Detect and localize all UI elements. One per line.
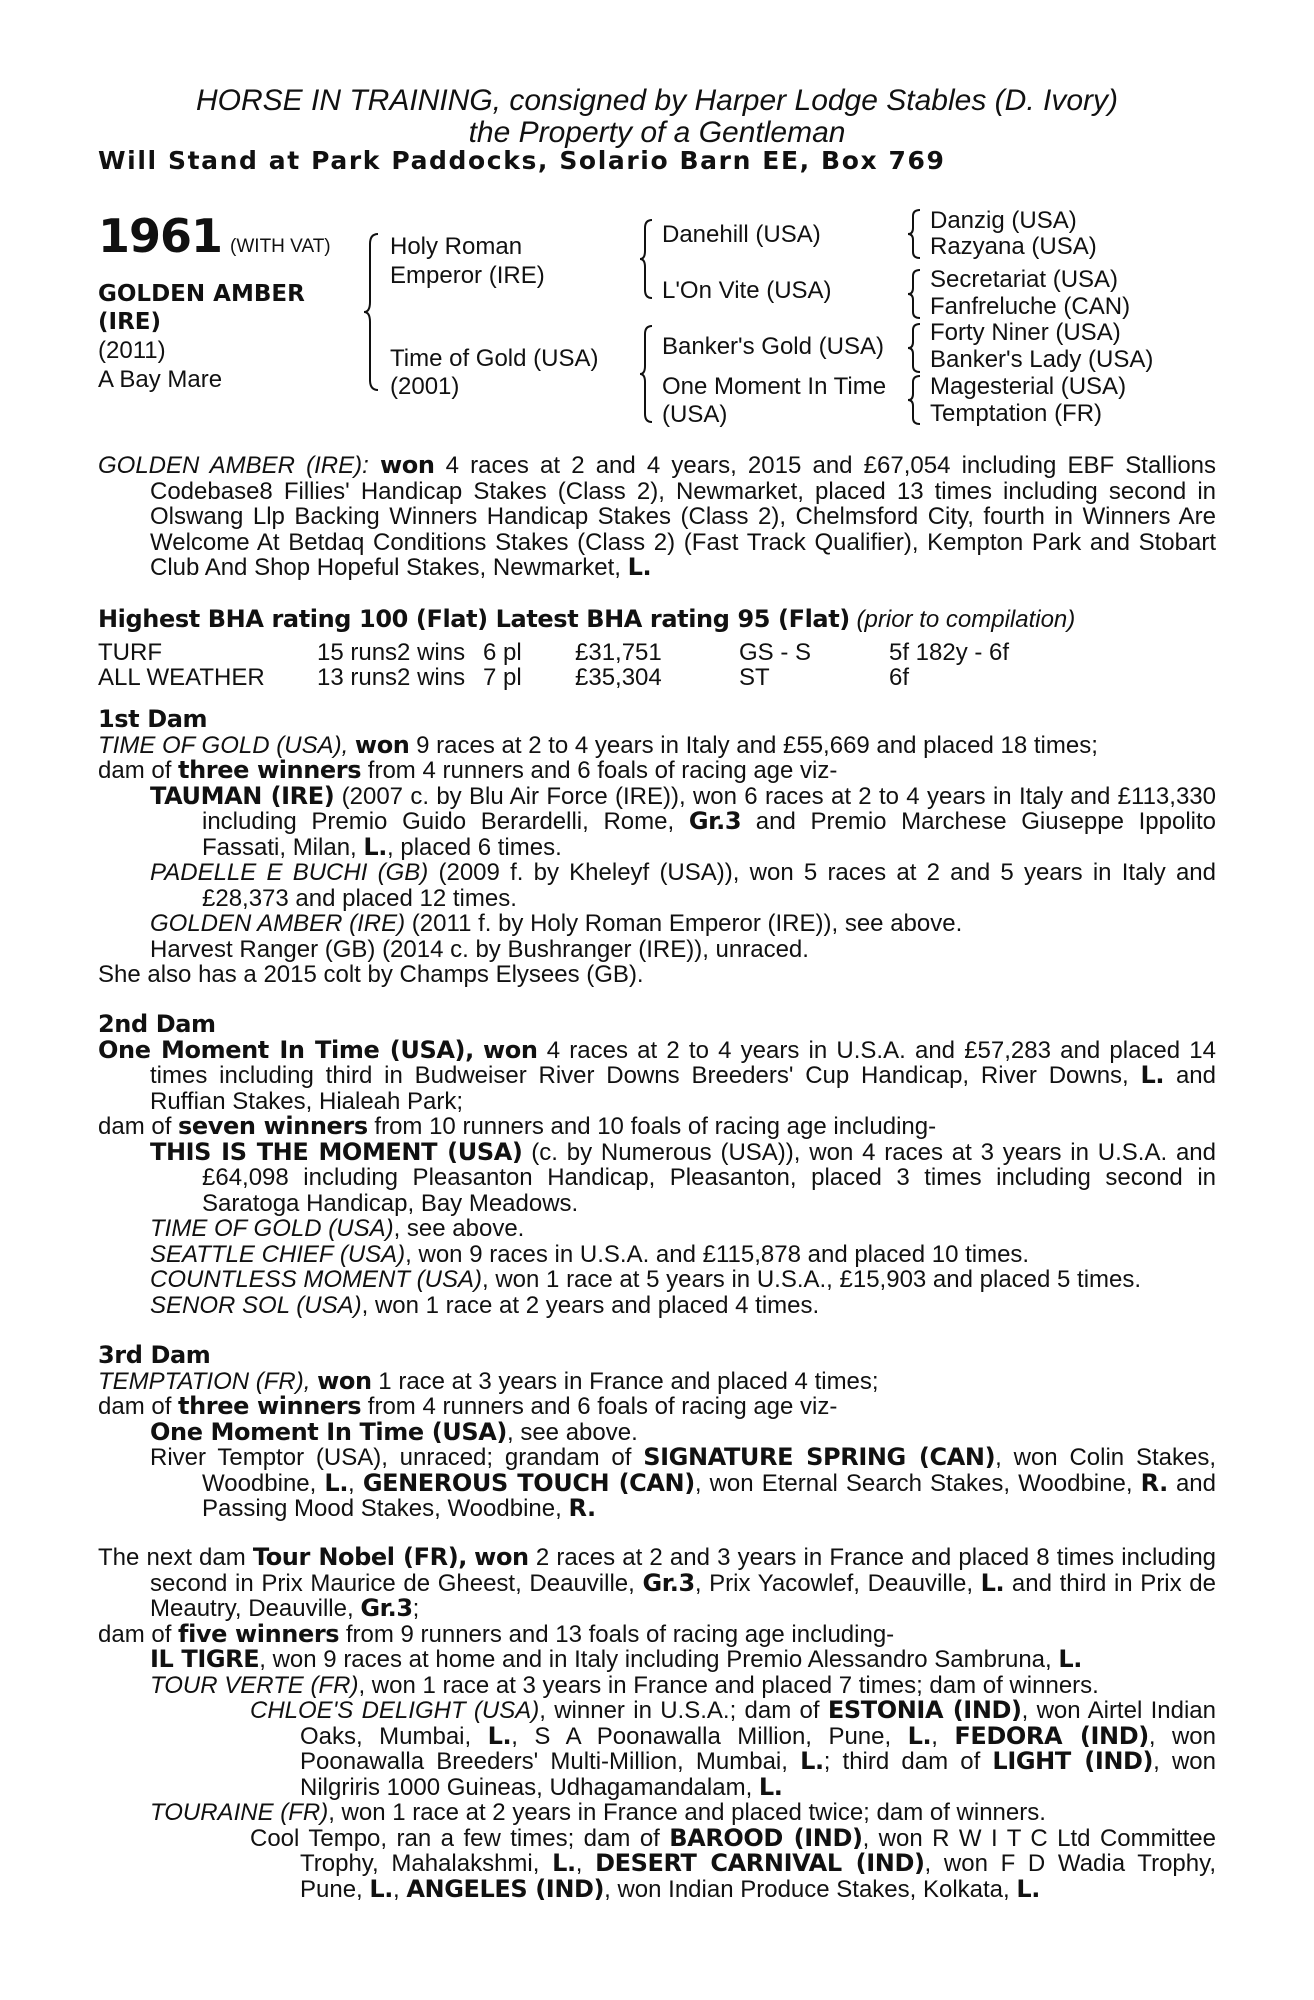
foaling-year: (2011) — [98, 337, 166, 364]
section-heading: 1st Dam — [98, 705, 208, 733]
sire-sire-dam: Razyana (USA) — [930, 233, 1097, 260]
race-record: GOLDEN AMBER (IRE): won 4 races at 2 and 4 years, 2015 and £67,054 including EBF Stallions Codebase8 Fillies' Handicap Stakes (Class 2), Newmarket, placed 13 times including second in Olswang Llp Backing Winners Handicap Stakes (Class 2), Chelmsford City, fourth in Winners Are Welcome At Betdaq Conditions Stakes (Class 2) (Fast Track Qualifier), Kempton Park and Stobart Club And Shop Hopeful Stakes, Newmarket, L. — [98, 451, 1217, 581]
sire-dam-sire: Secretariat (USA) — [930, 266, 1119, 293]
dam-sire: Banker's Gold (USA) — [662, 333, 884, 360]
dam-dam-country: (USA) — [662, 401, 728, 428]
sire-dam: L'On Vite (USA) — [662, 277, 832, 304]
lot-number: 1961 — [98, 209, 223, 263]
third-dam-section: 3rd Dam TEMPTATION (FR), won 1 race at 3 years in France and placed 4 times; dam of three winners from 4 runners and 6 foals of racing age viz- One Moment In Time (USA), see above. River Temptor (USA), unraced; grandam of SIGNATURE SPRING (CAN), won Colin Stakes, Woodbine, L., GENEROUS TOUCH (CAN), won Eternal Search Stakes, Woodbine, R. and Passing Mood Stakes, Woodbine, R. — [98, 1341, 1216, 1522]
horse-name-country: (IRE) — [98, 309, 162, 335]
horse-name: GOLDEN AMBER — [98, 281, 305, 307]
pedigree-brace-dd — [908, 374, 924, 426]
dam-dam-dam: Temptation (FR) — [930, 400, 1103, 427]
consignor-heading: HORSE IN TRAINING, consigned by Harper Lodge Stables (D. Ivory) — [195, 84, 1118, 117]
vat-note: (WITH VAT) — [230, 236, 331, 257]
sire-dam-dam: Fanfreluche (CAN) — [930, 293, 1131, 320]
sire-sire: Danehill (USA) — [662, 221, 821, 248]
sire-sire-sire: Danzig (USA) — [930, 207, 1077, 234]
pedigree-brace-dam — [640, 324, 656, 424]
table-row: TURF 15 runs2 wins 6 pl £31,751 GS - S 5f 182y - 6f — [98, 639, 1010, 666]
second-dam-section: 2nd Dam One Moment In Time (USA), won 4 races at 2 to 4 years in U.S.A. and £57,283 and placed 14 times including third in Budweiser River Downs Breeders' Cup Handicap, River Downs, L. and Ruffian Stakes, Hialeah Park; dam of seven winners from 10 runners and 10 foals of racing age including- THIS IS THE MOMENT (USA) (c. by Numerous (USA)), won 4 races at 3 years in U.S.A. and £64,098 including Pleasanton Handicap, Pleasanton, placed 3 times including second in Saratoga Handicap, Bay Meadows. TIME OF GOLD (USA), see above. SEATTLE CHIEF (USA), won 9 races in U.S.A. and £115,878 and placed 10 times. COUNTLESS MOMENT (USA), won 1 race at 5 years in U.S.A., £15,903 and placed 5 times. SENOR SOL (USA), won 1 race at 2 years and placed 4 times. — [98, 1010, 1216, 1319]
dam-dam-sire: Magesterial (USA) — [930, 373, 1127, 400]
dam-sire-dam: Banker's Lady (USA) — [930, 346, 1154, 373]
ratings-heading: Highest BHA rating 100 (Flat) Latest BHA rating 95 (Flat) (prior to compilation) — [98, 605, 1076, 633]
pedigree-brace-ds — [908, 322, 924, 374]
pedigree-brace-sd — [908, 268, 924, 320]
sire-country: Emperor (IRE) — [390, 262, 545, 289]
dam-sire-sire: Forty Niner (USA) — [930, 319, 1121, 346]
stable-location: Will Stand at Park Paddocks, Solario Barn EE, Box 769 — [98, 146, 946, 175]
owner-heading: the Property of a Gentleman — [468, 116, 846, 149]
dam-dam: One Moment In Time — [662, 373, 887, 400]
dam-name: Time of Gold (USA) — [390, 345, 599, 372]
ratings-table — [98, 640, 1009, 690]
next-dam-section: The next dam Tour Nobel (FR), won 2 races at 2 and 3 years in France and placed 8 times including second in Prix Maurice de Gheest, Deauville, Gr.3, Prix Yacowlef, Deauville, L. and third in Prix de Meautry, Deauville, Gr.3; dam of five winners from 9 runners and 13 foals of racing age including- IL TIGRE, won 9 races at home and in Italy including Premio Alessandro Sambruna, L. TOUR VERTE (FR), won 1 race at 3 years in France and placed 7 times; dam of winners. CHLOE'S DELIGHT (USA), winner in U.S.A.; dam of ESTONIA (IND), won Airtel Indian Oaks, Mumbai, L., S A Poonawalla Million, Pune, L., FEDORA (IND), won Poonawalla Breeders' Multi-Million, Mumbai, L.; third dam of LIGHT (IND), won Nilgriris 1000 Guineas, Udhagamandalam, L. TOURAINE (FR), won 1 race at 2 years in France and placed twice; dam of winners. Cool Tempo, ran a few times; dam of BAROOD (IND), won R W I T C Ltd Committee Trophy, Mahalakshmi, L., DESERT CARNIVAL (IND), won F D Wadia Trophy, Pune, L., ANGELES (IND), won Indian Produce Stakes, Kolkata, L. — [98, 1543, 1217, 1903]
pedigree-brace-ss — [908, 208, 924, 260]
sire-name: Holy Roman — [390, 233, 523, 260]
lot-info — [98, 209, 331, 394]
first-dam-section: 1st Dam TIME OF GOLD (USA), won 9 races at 2 to 4 years in Italy and £55,669 and placed 18 times; dam of three winners from 4 runners and 6 foals of racing age viz- TAUMAN (IRE) (2007 c. by Blu Air Force (IRE)), won 6 races at 2 to 4 years in Italy and £113,330 including Premio Guido Berardelli, Rome, Gr.3 and Premio Marchese Giuseppe Ippolito Fassati, Milan, L., placed 6 times. PADELLE E BUCHI (GB) (2009 f. by Kheleyf (USA)), won 5 races at 2 and 5 years in Italy and £28,373 and placed 12 times. GOLDEN AMBER (IRE) (2011 f. by Holy Roman Emperor (IRE)), see above. Harvest Ranger (GB) (2014 c. by Bushranger (IRE)), unraced. She also has a 2015 colt by Champs Elysees (GB). — [98, 705, 1217, 988]
section-heading: 3rd Dam — [98, 1341, 211, 1369]
horse-description: A Bay Mare — [98, 366, 223, 393]
dam-year: (2001) — [390, 373, 460, 400]
table-row: ALL WEATHER 13 runs2 wins 7 pl £35,304 ST 6f — [98, 664, 910, 691]
section-heading: 2nd Dam — [98, 1010, 216, 1038]
pedigree-brace-gen1 — [364, 232, 384, 392]
pedigree-brace-sire — [640, 218, 656, 300]
